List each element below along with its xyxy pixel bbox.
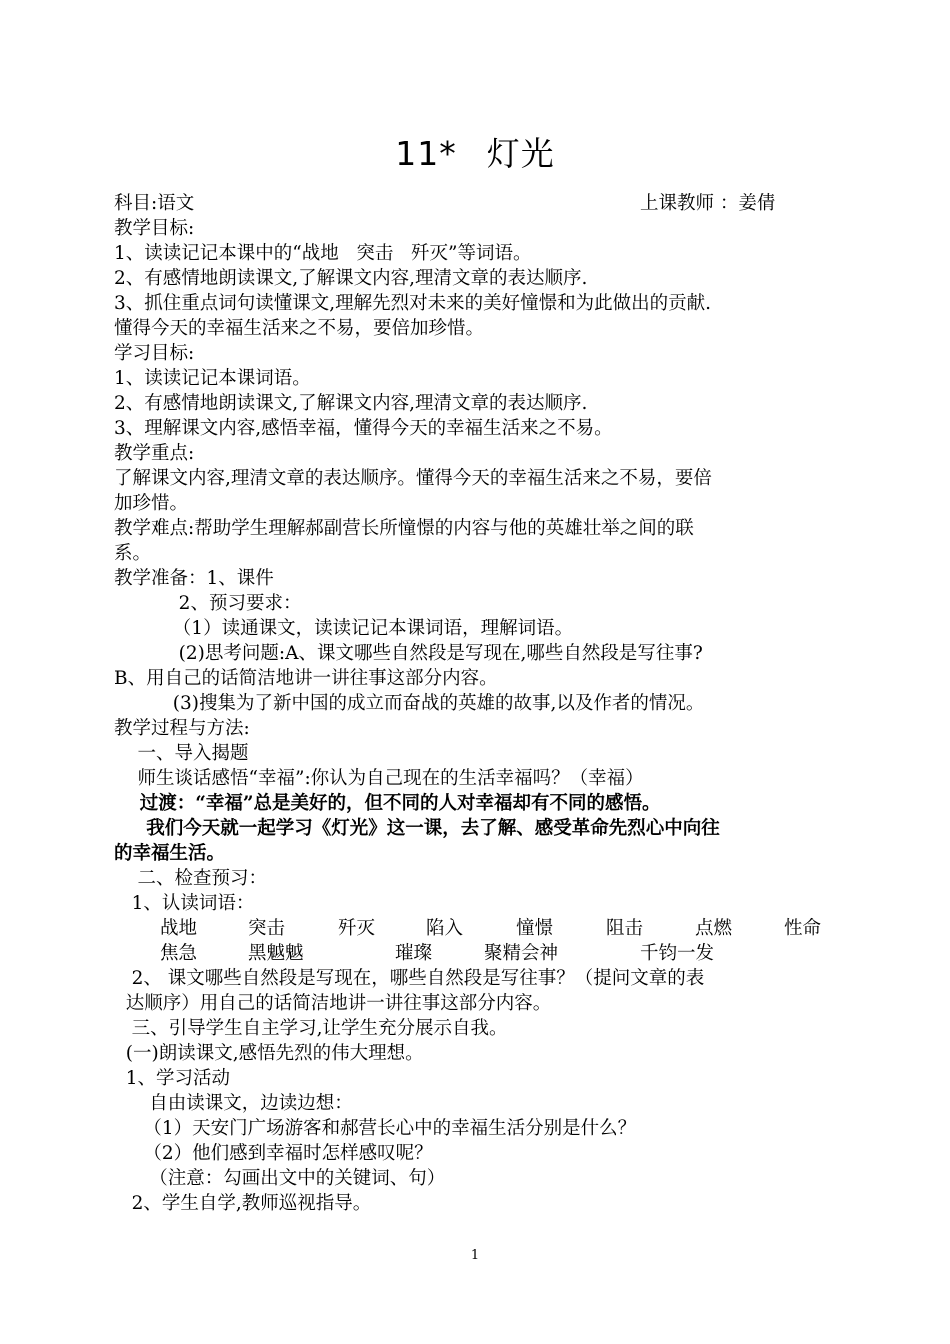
vocab-word: 千钧一发: [640, 943, 715, 964]
title-text: 灯光: [486, 134, 555, 173]
vocab-word: 聚精会神: [484, 943, 559, 964]
text-line: 学习目标:: [114, 343, 195, 364]
text-line: 教学过程与方法:: [114, 718, 250, 739]
text-line: 1、认读词语：: [114, 893, 255, 914]
bold-line: 的幸福生活。: [114, 843, 226, 864]
vocab-word: 憧憬: [516, 918, 554, 939]
vocab-word: 点燃: [695, 918, 733, 939]
text-line: 教学目标:: [114, 218, 195, 239]
text-line: (2)思考问题:A、课文哪些自然段是写现在,哪些自然段是写往事?: [114, 643, 703, 664]
bold-line: 我们今天就一起学习《灯光》这一课，去了解、感受革命先烈心中向往: [114, 818, 720, 839]
text-line: （1）天安门广场游客和郝营长心中的幸福生活分别是什么？: [114, 1118, 637, 1139]
document-title: [0, 128, 950, 175]
text-line: （注意：勾画出文中的关键词、句）: [114, 1168, 446, 1189]
title-number: 11*: [395, 134, 457, 173]
text-line: 一、导入揭题: [114, 743, 249, 764]
vocab-word: 璀璨: [395, 943, 433, 964]
text-line: 教学难点:帮助学生理解郝副营长所憧憬的内容与他的英雄壮举之间的联: [114, 518, 694, 539]
vocab-word: 阻击: [606, 918, 644, 939]
teacher-label: 上课教师 ：姜倩: [640, 193, 776, 214]
text-line: 2、有感情地朗读课文,了解课文内容,理清文章的表达顺序.: [114, 268, 588, 289]
text-line: 达顺序）用自己的话简洁地讲一讲往事这部分内容。: [114, 993, 552, 1014]
text-line: 1、学习活动: [114, 1068, 231, 1089]
text-line: 二、检查预习：: [114, 868, 268, 889]
text-line: 2、有感情地朗读课文,了解课文内容,理清文章的表达顺序.: [114, 393, 588, 414]
text-line: 2、学生自学,教师巡视指导。: [114, 1193, 372, 1214]
text-line: 师生谈话感悟“幸福”:你认为自己现在的生活幸福吗？（幸福）: [114, 768, 644, 789]
text-line: 三、引导学生自主学习,让学生充分展示自我。: [114, 1018, 508, 1039]
vocab-word: 战地: [160, 918, 198, 939]
vocab-word: 陷入: [426, 918, 464, 939]
text-line: 2、 课文哪些自然段是写现在，哪些自然段是写往事？（提问文章的表: [114, 968, 705, 989]
text-line: 懂得今天的幸福生活来之不易，要倍加珍惜。: [114, 318, 485, 339]
text-line: 3、理解课文内容,感悟幸福，懂得今天的幸福生活来之不易。: [114, 418, 613, 439]
text-line: 教学准备：1、课件: [114, 568, 274, 589]
text-line: 加珍惜。: [114, 493, 189, 514]
text-line: 1、读读记记本课中的“战地 突击 歼灭”等词语。: [114, 243, 532, 264]
text-line: （1）读通课文，读读记记本课词语，理解词语。: [114, 618, 574, 639]
text-line: 教学重点:: [114, 443, 195, 464]
page-number: 1: [470, 1248, 480, 1263]
text-line: 3、抓住重点词句读懂课文,理解先烈对未来的美好憧憬和为此做出的贡献.: [114, 293, 712, 314]
subject-label: 科目:语文: [114, 193, 195, 214]
text-line: 2、预习要求：: [114, 593, 302, 614]
text-line: 系。: [114, 543, 152, 564]
vocab-word: 黑魆魆: [248, 943, 304, 964]
text-line: B、用自己的话简洁地讲一讲往事这部分内容。: [114, 668, 498, 689]
text-line: (一)朗读课文,感悟先烈的伟大理想。: [114, 1043, 424, 1064]
vocab-word: 突击: [248, 918, 286, 939]
text-line: 1、读读记记本课词语。: [114, 368, 311, 389]
vocab-word: 歼灭: [338, 918, 376, 939]
vocab-word: 性命: [784, 918, 822, 939]
text-line: 自由读课文，边读边想：: [114, 1093, 353, 1114]
text-line: 了解课文内容,理清文章的表达顺序。懂得今天的幸福生活来之不易，要倍: [114, 468, 712, 489]
text-line: (3)搜集为了新中国的成立而奋战的英雄的故事,以及作者的情况。: [114, 693, 705, 714]
bold-line: 过渡：“幸福”总是美好的，但不同的人对幸福却有不同的感悟。: [114, 793, 661, 814]
vocab-word: 焦急: [160, 943, 198, 964]
text-line: （2）他们感到幸福时怎样感叹呢？: [114, 1143, 433, 1164]
